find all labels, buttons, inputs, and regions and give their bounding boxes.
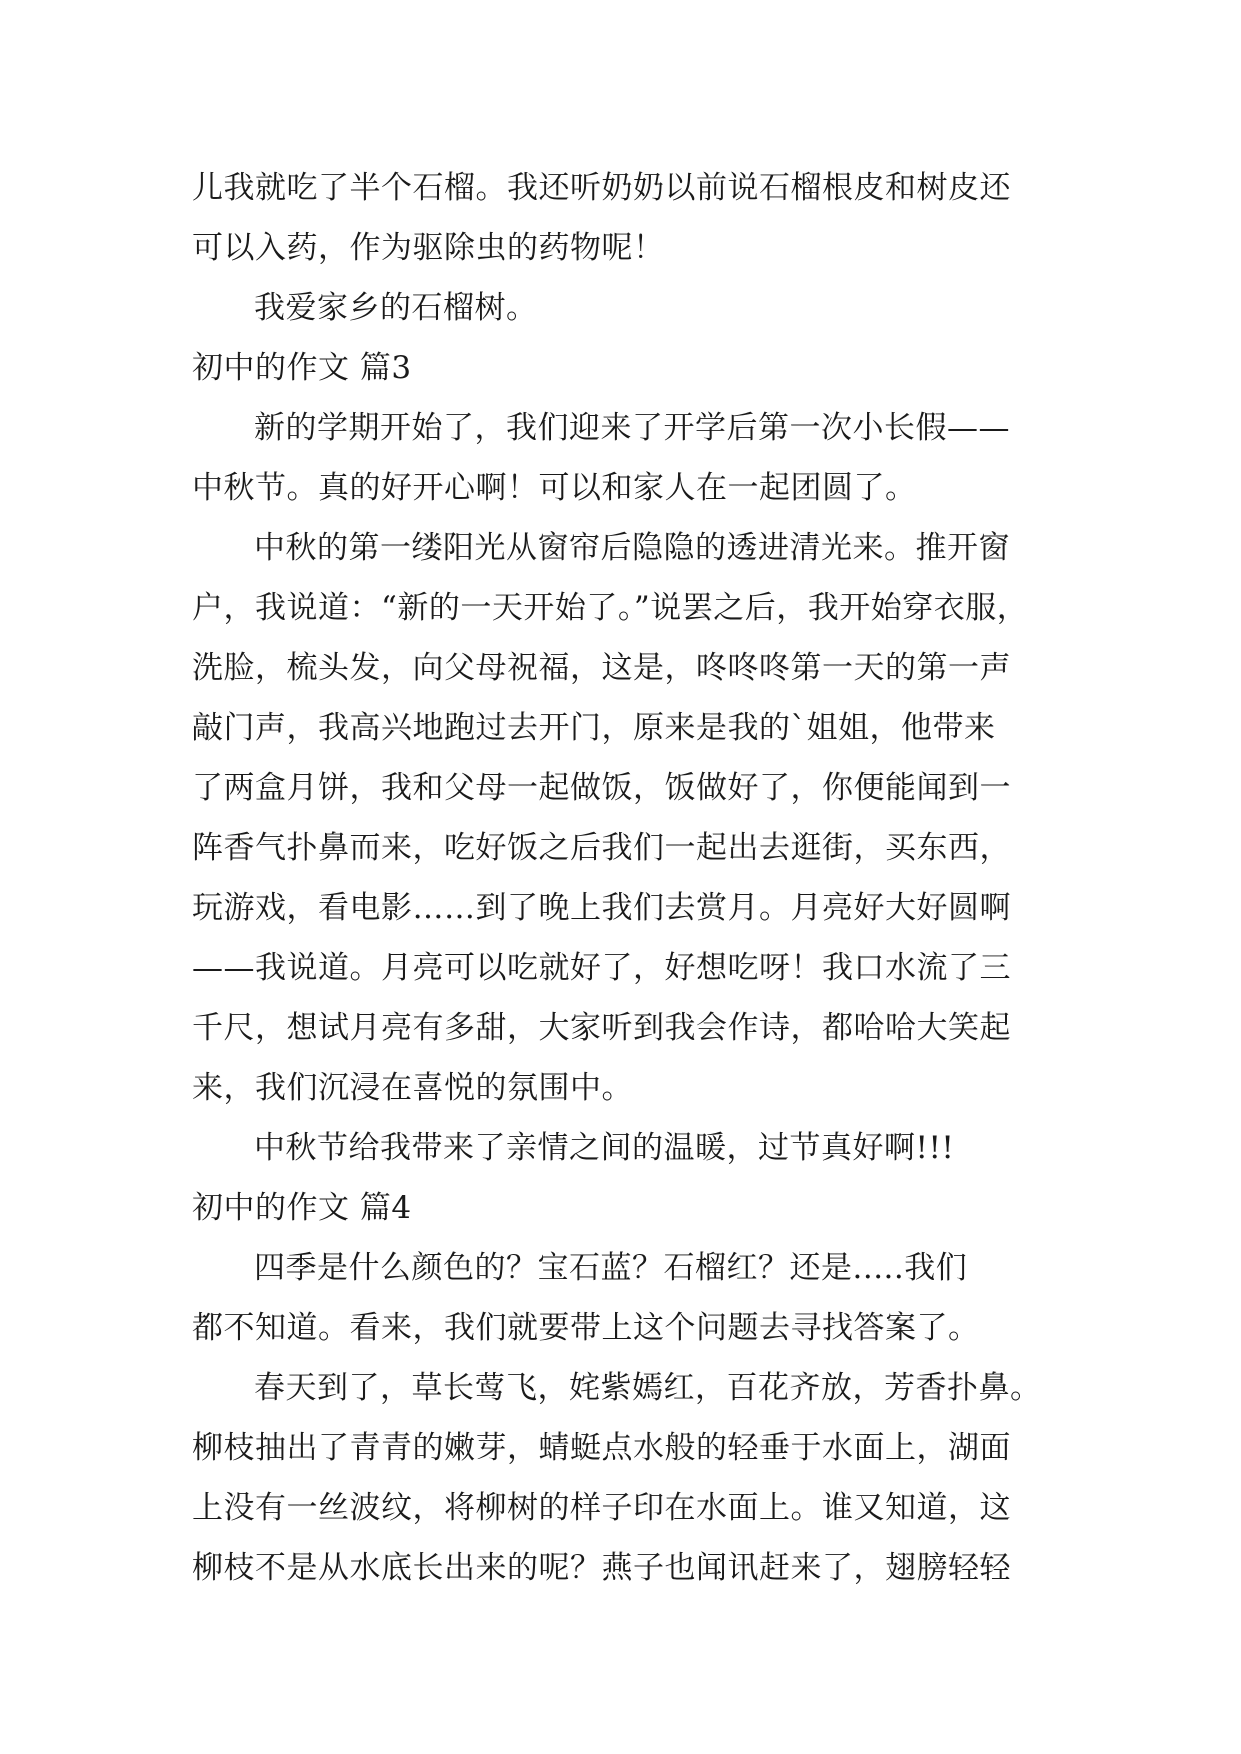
- text-line: 新的学期开始了，我们迎来了开学后第一次小长假——: [254, 410, 1010, 446]
- text-line: 千尺，想试月亮有多甜，大家听到我会作诗，都哈哈大笑起: [192, 1010, 1011, 1046]
- text-line: 四季是什么颜色的？宝石蓝？石榴红？还是.....我们: [254, 1250, 968, 1286]
- section-heading: 初中的作文 篇3: [192, 350, 412, 386]
- text-line: 可以入药，作为驱除虫的药物呢！: [192, 230, 665, 266]
- text-line: 阵香气扑鼻而来，吃好饭之后我们一起出去逛街，买东西，: [192, 830, 1011, 866]
- text-line: ——我说道。月亮可以吃就好了，好想吃呀！我口水流了三: [192, 950, 1011, 986]
- text-line: 柳枝抽出了青青的嫩芽，蜻蜓点水般的轻垂于水面上，湖面: [192, 1430, 1011, 1466]
- text-line: 我爱家乡的石榴树。: [254, 290, 538, 326]
- text-line: 上没有一丝波纹，将柳树的样子印在水面上。谁又知道，这: [192, 1490, 1011, 1526]
- text-line: 来，我们沉浸在喜悦的氛围中。: [192, 1070, 633, 1106]
- text-line: 中秋节给我带来了亲情之间的温暖，过节真好啊!!!: [254, 1130, 955, 1166]
- text-line: 户，我说道：“新的一天开始了。”说罢之后，我开始穿衣服，: [192, 590, 1029, 626]
- text-line: 柳枝不是从水底长出来的呢？燕子也闻讯赶来了，翅膀轻轻: [192, 1550, 1011, 1586]
- text-line: 了两盒月饼，我和父母一起做饭，饭做好了，你便能闻到一: [192, 770, 1011, 806]
- text-line: 都不知道。看来，我们就要带上这个问题去寻找答案了。: [192, 1310, 980, 1346]
- text-line: 玩游戏，看电影……到了晚上我们去赏月。月亮好大好圆啊: [192, 890, 1011, 926]
- text-line: 春天到了，草长莺飞，姹紫嫣红，百花齐放，芳香扑鼻。: [254, 1370, 1042, 1406]
- section-heading: 初中的作文 篇4: [192, 1190, 412, 1226]
- text-line: 儿我就吃了半个石榴。我还听奶奶以前说石榴根皮和树皮还: [192, 170, 1011, 206]
- text-line: 中秋节。真的好开心啊！可以和家人在一起团圆了。: [192, 470, 917, 506]
- text-line: 敲门声，我高兴地跑过去开门，原来是我的`姐姐，他带来: [192, 710, 996, 746]
- text-line: 洗脸，梳头发，向父母祝福，这是，咚咚咚第一天的第一声: [192, 650, 1011, 686]
- text-line: 中秋的第一缕阳光从窗帘后隐隐的透进清光来。推开窗: [254, 530, 1010, 566]
- document-body: [192, 158, 1052, 1598]
